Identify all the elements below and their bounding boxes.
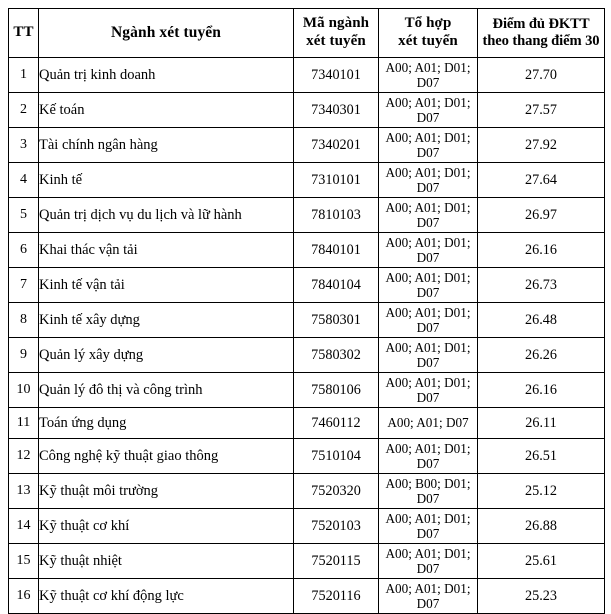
cell-major-name: Quản lý đô thị và công trình bbox=[39, 373, 294, 408]
table-row bbox=[9, 579, 605, 614]
cell-major-name: Khai thác vận tải bbox=[39, 233, 294, 268]
cell-major-code: 7520320 bbox=[294, 474, 379, 509]
cell-combination bbox=[379, 579, 478, 614]
cell-index: 4 bbox=[9, 163, 39, 198]
table-row bbox=[9, 268, 605, 303]
cell-major-code: 7510104 bbox=[294, 439, 379, 474]
cell-combination-line2: D07 bbox=[416, 561, 440, 576]
cell-index: 14 bbox=[9, 509, 39, 544]
cell-index: 10 bbox=[9, 373, 39, 408]
cell-combination-line2: D07 bbox=[416, 180, 440, 195]
cell-major-code: 7310101 bbox=[294, 163, 379, 198]
cell-score: 25.12 bbox=[478, 474, 605, 509]
cell-index: 8 bbox=[9, 303, 39, 338]
table-row bbox=[9, 198, 605, 233]
cell-combination-line1: A00; A01; D01; bbox=[385, 269, 471, 285]
table-header-row bbox=[9, 9, 605, 58]
cell-combination-line1: A00; A01; D01; bbox=[385, 440, 471, 456]
cell-major-code: 7460112 bbox=[294, 408, 379, 439]
column-header-major-code-line2: xét tuyển bbox=[306, 33, 366, 49]
cell-index: 5 bbox=[9, 198, 39, 233]
cell-combination bbox=[379, 163, 478, 198]
cell-combination-line2: D07 bbox=[416, 390, 440, 405]
cell-score: 26.26 bbox=[478, 338, 605, 373]
cell-major-code: 7340101 bbox=[294, 58, 379, 93]
cell-combination-line1: A00; A01; D01; bbox=[385, 545, 471, 561]
cell-score: 25.23 bbox=[478, 579, 605, 614]
cell-score: 26.16 bbox=[478, 233, 605, 268]
cell-major-code: 7520115 bbox=[294, 544, 379, 579]
cell-combination-line1: A00; A01; D01; bbox=[385, 510, 471, 526]
cell-major-name: Quản lý xây dựng bbox=[39, 338, 294, 373]
cell-index: 2 bbox=[9, 93, 39, 128]
table-row bbox=[9, 474, 605, 509]
cell-score: 26.16 bbox=[478, 373, 605, 408]
cell-combination bbox=[379, 303, 478, 338]
cell-major-name: Tài chính ngân hàng bbox=[39, 128, 294, 163]
cell-index: 1 bbox=[9, 58, 39, 93]
cell-combination-line1: A00; A01; D01; bbox=[385, 580, 471, 596]
cell-major-code: 7580106 bbox=[294, 373, 379, 408]
cell-combination-line2: D07 bbox=[416, 596, 440, 611]
cell-combination-line2: D07 bbox=[416, 355, 440, 370]
cell-major-code: 7810103 bbox=[294, 198, 379, 233]
cell-combination-line2: D07 bbox=[416, 75, 440, 90]
cell-major-code: 7340301 bbox=[294, 93, 379, 128]
cell-index: 13 bbox=[9, 474, 39, 509]
cell-major-code: 7840101 bbox=[294, 233, 379, 268]
cell-combination bbox=[379, 338, 478, 373]
cell-combination-line1: A00; A01; D01; bbox=[385, 129, 471, 145]
cell-index: 12 bbox=[9, 439, 39, 474]
column-header-major-name: Ngành xét tuyển bbox=[39, 9, 294, 58]
cell-combination bbox=[379, 268, 478, 303]
cell-major-name: Kinh tế xây dựng bbox=[39, 303, 294, 338]
cell-score: 26.48 bbox=[478, 303, 605, 338]
cell-score: 27.57 bbox=[478, 93, 605, 128]
cell-major-code: 7520116 bbox=[294, 579, 379, 614]
cell-combination bbox=[379, 474, 478, 509]
admission-score-table bbox=[8, 8, 605, 614]
cell-combination-line2: D07 bbox=[416, 491, 440, 506]
cell-combination-line1: A00; A01; D01; bbox=[385, 304, 471, 320]
cell-combination bbox=[379, 58, 478, 93]
table-row bbox=[9, 338, 605, 373]
cell-index: 11 bbox=[9, 408, 39, 439]
table-row bbox=[9, 544, 605, 579]
cell-score: 26.97 bbox=[478, 198, 605, 233]
cell-combination bbox=[379, 128, 478, 163]
cell-combination-line1: A00; A01; D01; bbox=[385, 199, 471, 215]
cell-major-code: 7340201 bbox=[294, 128, 379, 163]
cell-combination-line1: A00; B00; D01; bbox=[385, 475, 471, 491]
cell-combination bbox=[379, 373, 478, 408]
cell-major-code: 7580302 bbox=[294, 338, 379, 373]
cell-score: 26.11 bbox=[478, 408, 605, 439]
table-header bbox=[9, 9, 605, 58]
column-header-combination bbox=[379, 9, 478, 58]
cell-combination bbox=[379, 408, 478, 439]
cell-combination-line1: A00; A01; D01; bbox=[385, 234, 471, 250]
cell-score: 26.73 bbox=[478, 268, 605, 303]
cell-combination-line2: D07 bbox=[416, 285, 440, 300]
cell-combination bbox=[379, 439, 478, 474]
table-row bbox=[9, 58, 605, 93]
cell-major-name: Kỹ thuật cơ khí bbox=[39, 509, 294, 544]
table-row bbox=[9, 509, 605, 544]
cell-combination-line2: D07 bbox=[416, 526, 440, 541]
cell-combination-line1: A00; A01; D07 bbox=[387, 415, 469, 431]
cell-score: 27.70 bbox=[478, 58, 605, 93]
table-body bbox=[9, 58, 605, 614]
cell-score: 26.51 bbox=[478, 439, 605, 474]
column-header-index: TT bbox=[9, 9, 39, 58]
cell-major-code: 7520103 bbox=[294, 509, 379, 544]
table-row bbox=[9, 439, 605, 474]
cell-combination-line2: D07 bbox=[416, 320, 440, 335]
cell-score: 26.88 bbox=[478, 509, 605, 544]
cell-major-name: Công nghệ kỹ thuật giao thông bbox=[39, 439, 294, 474]
cell-combination-line2: D07 bbox=[416, 145, 440, 160]
cell-index: 15 bbox=[9, 544, 39, 579]
table-row bbox=[9, 303, 605, 338]
column-header-major-code bbox=[294, 9, 379, 58]
table-row bbox=[9, 408, 605, 439]
admission-score-table-container bbox=[8, 8, 604, 614]
cell-score: 27.92 bbox=[478, 128, 605, 163]
cell-combination-line2: D07 bbox=[416, 456, 440, 471]
cell-score: 25.61 bbox=[478, 544, 605, 579]
cell-major-name: Kế toán bbox=[39, 93, 294, 128]
cell-major-code: 7840104 bbox=[294, 268, 379, 303]
cell-index: 7 bbox=[9, 268, 39, 303]
cell-major-name: Kỹ thuật cơ khí động lực bbox=[39, 579, 294, 614]
cell-combination-line2: D07 bbox=[416, 110, 440, 125]
cell-combination-line1: A00; A01; D01; bbox=[385, 94, 471, 110]
cell-combination-line2: D07 bbox=[416, 250, 440, 265]
cell-combination bbox=[379, 233, 478, 268]
cell-major-name: Quản trị kinh doanh bbox=[39, 58, 294, 93]
cell-index: 9 bbox=[9, 338, 39, 373]
column-header-score-line1: Điểm đủ ĐKTT bbox=[492, 15, 590, 32]
table-row bbox=[9, 163, 605, 198]
column-header-combination-line2: xét tuyển bbox=[398, 33, 458, 49]
cell-combination bbox=[379, 544, 478, 579]
cell-combination-line1: A00; A01; D01; bbox=[385, 374, 471, 390]
cell-combination-line1: A00; A01; D01; bbox=[385, 59, 471, 75]
cell-major-name: Kinh tế vận tải bbox=[39, 268, 294, 303]
table-row bbox=[9, 93, 605, 128]
cell-major-name: Toán ứng dụng bbox=[39, 408, 294, 439]
cell-combination bbox=[379, 198, 478, 233]
table-row bbox=[9, 128, 605, 163]
cell-combination-line2: D07 bbox=[416, 215, 440, 230]
cell-major-code: 7580301 bbox=[294, 303, 379, 338]
cell-index: 16 bbox=[9, 579, 39, 614]
cell-combination-line1: A00; A01; D01; bbox=[385, 339, 471, 355]
column-header-score-line2: theo thang điểm 30 bbox=[482, 33, 600, 49]
cell-combination bbox=[379, 509, 478, 544]
cell-combination bbox=[379, 93, 478, 128]
cell-index: 6 bbox=[9, 233, 39, 268]
cell-major-name: Kinh tế bbox=[39, 163, 294, 198]
cell-combination-line1: A00; A01; D01; bbox=[385, 164, 471, 180]
cell-major-name: Quản trị dịch vụ du lịch và lữ hành bbox=[39, 198, 294, 233]
cell-score: 27.64 bbox=[478, 163, 605, 198]
cell-major-name: Kỹ thuật nhiệt bbox=[39, 544, 294, 579]
cell-index: 3 bbox=[9, 128, 39, 163]
table-row bbox=[9, 233, 605, 268]
column-header-combination-line1: Tổ hợp bbox=[404, 15, 452, 32]
column-header-major-code-line1: Mã ngành bbox=[302, 15, 370, 32]
table-row bbox=[9, 373, 605, 408]
cell-major-name: Kỹ thuật môi trường bbox=[39, 474, 294, 509]
column-header-score bbox=[478, 9, 605, 58]
